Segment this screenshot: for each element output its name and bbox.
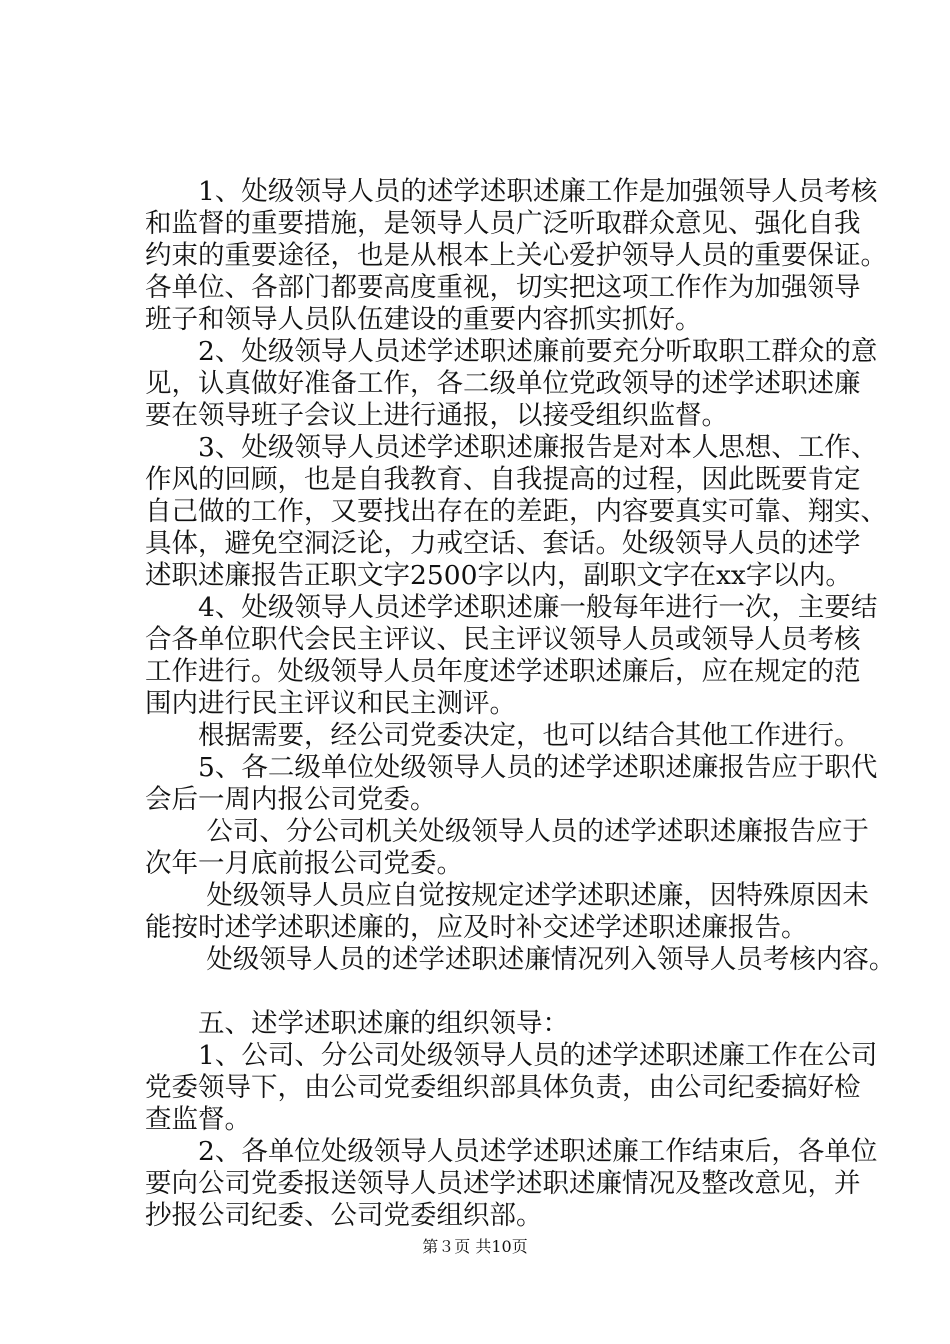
text-line: 查监督。	[145, 1104, 251, 1135]
text-line: 党委领导下，由公司党委组织部具体负责，由公司纪委搞好检	[145, 1072, 861, 1103]
text-line: 会后一周内报公司党委。	[145, 784, 437, 815]
text-line: 班子和领导人员队伍建设的重要内容抓实抓好。	[145, 304, 702, 335]
text-line: 公司、分公司机关处级领导人员的述学述职述廉报告应于	[145, 816, 869, 847]
text-line: 2、处级领导人员述学述职述廉前要充分听取职工群众的意	[145, 336, 878, 367]
text-line: 要向公司党委报送领导人员述学述职述廉情况及整改意见，并	[145, 1168, 861, 1199]
text-line: 作风的回顾，也是自我教育、自我提高的过程，因此既要肯定	[145, 464, 861, 495]
text-line: 1、处级领导人员的述学述职述廉工作是加强领导人员考核	[145, 176, 878, 207]
text-line: 自己做的工作，又要找出存在的差距，内容要真实可靠、翔实、	[145, 496, 887, 527]
text-line: 述职述廉报告正职文字2500字以内，副职文字在xx字以内。	[145, 560, 852, 591]
text-line: 围内进行民主评议和民主测评。	[145, 688, 516, 719]
section-heading: 五、述学述职述廉的组织领导：	[145, 1008, 569, 1039]
text-line: 要在领导班子会议上进行通报，以接受组织监督。	[145, 400, 728, 431]
text-line: 各单位、各部门都要高度重视，切实把这项工作作为加强领导	[145, 272, 861, 303]
text-line: 约束的重要途径，也是从根本上关心爱护领导人员的重要保证。	[145, 240, 887, 271]
text-line: 5、各二级单位处级领导人员的述学述职述廉报告应于职代	[145, 752, 878, 783]
text-line: 4、处级领导人员述学述职述廉一般每年进行一次，主要结	[145, 592, 878, 623]
text-line: 工作进行。处级领导人员年度述学述职述廉后，应在规定的范	[145, 656, 861, 687]
text-line: 能按时述学述职述廉的，应及时补交述学述职述廉报告。	[145, 912, 808, 943]
text-line: 处级领导人员应自觉按规定述学述职述廉，因特殊原因未	[145, 880, 869, 911]
text-line: 合各单位职代会民主评议、民主评议领导人员或领导人员考核	[145, 624, 861, 655]
text-line: 次年一月底前报公司党委。	[145, 848, 463, 879]
text-line: 见，认真做好准备工作，各二级单位党政领导的述学述职述廉	[145, 368, 861, 399]
text-line: 具体，避免空洞泛论，力戒空话、套话。处级领导人员的述学	[145, 528, 861, 559]
text-line: 抄报公司纪委、公司党委组织部。	[145, 1200, 543, 1231]
page-number-footer: 第３页 共10页	[422, 1237, 528, 1256]
text-line: 根据需要，经公司党委决定，也可以结合其他工作进行。	[145, 720, 861, 751]
text-line: 3、处级领导人员述学述职述廉报告是对本人思想、工作、	[145, 432, 878, 463]
text-line: 2、各单位处级领导人员述学述职述廉工作结束后，各单位	[145, 1136, 878, 1167]
text-line: 处级领导人员的述学述职述廉情况列入领导人员考核内容。	[145, 944, 896, 975]
text-line: 和监督的重要措施，是领导人员广泛听取群众意见、强化自我	[145, 208, 861, 239]
text-line: 1、公司、分公司处级领导人员的述学述职述廉工作在公司	[145, 1040, 878, 1071]
